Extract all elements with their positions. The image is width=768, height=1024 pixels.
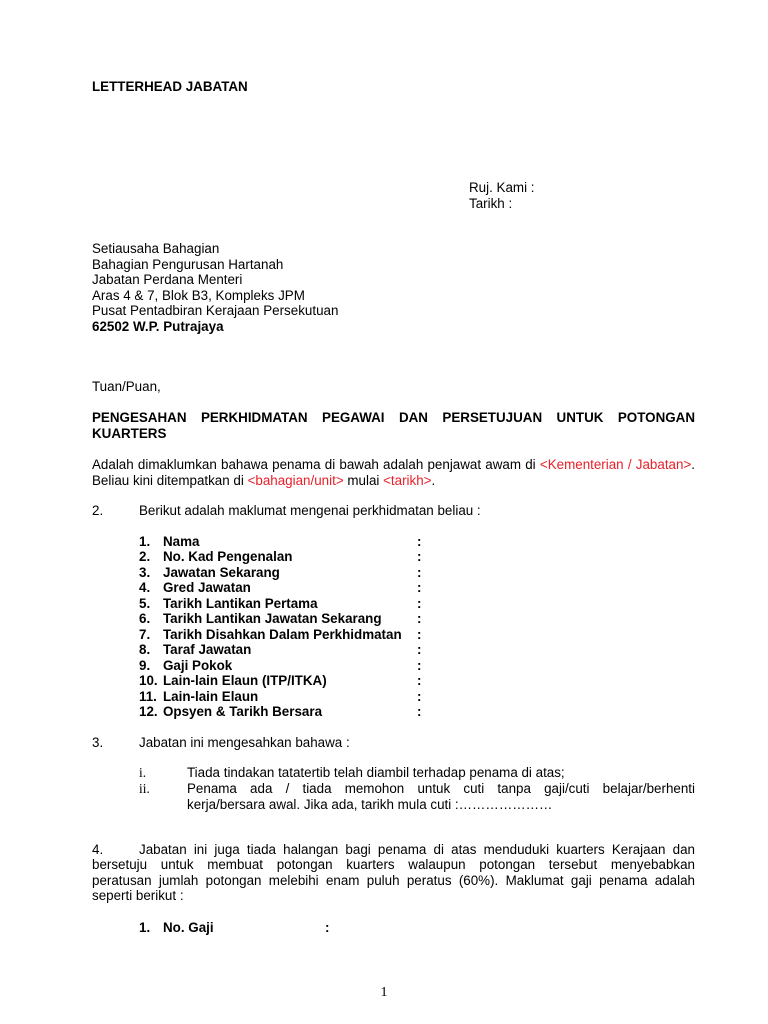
service-field-row	[139, 673, 429, 689]
service-field-row	[139, 596, 429, 612]
para2-number: 2.	[92, 503, 104, 518]
field-label: Nama	[163, 534, 200, 549]
field-number: 8.	[139, 642, 151, 657]
reference-date-label: Tarikh :	[469, 196, 513, 211]
intro-date-placeholder: <tarikh>	[383, 472, 432, 488]
field-number: 5.	[139, 596, 151, 611]
para4-line-2: bersetuju untuk membuat potongan kuarters walaupun potongan tersebut menyebabkan	[92, 857, 695, 872]
para3-item-numeral: ii.	[139, 781, 150, 796]
intro-text: . Beliau kini ditempatkan di	[92, 457, 695, 488]
field-label: Tarikh Disahkan Dalam Perkhidmatan	[163, 627, 402, 642]
field-colon: :	[417, 642, 422, 657]
field-number: 11.	[139, 689, 157, 704]
field-number: 1.	[139, 920, 151, 935]
service-field-row	[139, 627, 429, 643]
para3-item-text: Tiada tindakan tatatertib telah diambil terhadap penama di atas;	[187, 765, 565, 780]
para2-text: Berikut adalah maklumat mengenai perkhidmatan beliau :	[139, 503, 481, 518]
field-label: Tarikh Lantikan Jawatan Sekarang	[163, 611, 382, 626]
field-label: Jawatan Sekarang	[163, 565, 280, 580]
field-label: Gred Jawatan	[163, 580, 251, 595]
field-label: No. Gaji	[163, 920, 214, 935]
field-colon: :	[417, 689, 422, 704]
field-number: 7.	[139, 627, 151, 642]
field-colon: :	[417, 611, 422, 626]
salary-field-row	[139, 920, 339, 936]
field-colon: :	[325, 920, 330, 935]
para4-line-1-text: Jabatan ini juga tiada halangan bagi penama di atas menduduki kuarters Kerajaan dan	[139, 842, 695, 857]
service-field-row	[139, 658, 429, 674]
address-line: Jabatan Perdana Menteri	[92, 272, 243, 287]
field-colon: :	[417, 580, 422, 595]
intro-text: .	[431, 472, 436, 488]
field-number: 12.	[139, 704, 158, 719]
address-line: Setiausaha Bahagian	[92, 241, 220, 256]
intro-ministry-placeholder: <Kementerian / Jabatan>	[539, 457, 692, 472]
field-label: Opsyen & Tarikh Bersara	[163, 704, 323, 719]
field-colon: :	[417, 704, 422, 719]
service-field-row	[139, 565, 429, 581]
service-field-row	[139, 611, 429, 627]
address-postcode: 62502 W.P. Putrajaya	[92, 319, 224, 334]
field-number: 3.	[139, 565, 151, 580]
para3-number: 3.	[92, 735, 104, 750]
field-colon: :	[417, 596, 422, 611]
field-colon: :	[417, 565, 422, 580]
field-number: 1.	[139, 534, 151, 549]
field-colon: :	[417, 549, 422, 564]
field-label: Taraf Jawatan	[163, 642, 252, 657]
intro-text: mulai	[343, 472, 384, 488]
field-colon: :	[417, 673, 422, 688]
field-number: 4.	[139, 580, 151, 595]
subject-line-1: PENGESAHAN PERKHIDMATAN PEGAWAI DAN PERSETUJUAN UNTUK POTONGAN	[92, 410, 695, 425]
letterhead-title: LETTERHEAD JABATAN	[92, 79, 248, 94]
service-field-row	[139, 642, 429, 658]
service-field-row	[139, 534, 429, 550]
para3-item-text-line-1: Penama ada / tiada memohon untuk cuti tanpa gaji/cuti belajar/berhenti	[187, 781, 695, 796]
salutation: Tuan/Puan,	[92, 379, 161, 394]
para4-number: 4.	[92, 842, 104, 857]
field-colon: :	[417, 658, 422, 673]
para3-text: Jabatan ini mengesahkan bahawa :	[139, 735, 350, 750]
service-field-row	[139, 704, 429, 720]
subject-line-2: KUARTERS	[92, 426, 167, 441]
reference-ruj-label: Ruj. Kami :	[469, 180, 535, 195]
para4-line-4: seperti berikut :	[92, 888, 184, 903]
intro-text: Adalah dimaklumkan bahawa penama di bawah adalah penjawat awam di	[92, 457, 540, 472]
address-line: Pusat Pentadbiran Kerajaan Persekutuan	[92, 303, 339, 318]
page-number: 1	[380, 985, 388, 1000]
field-label: Lain-lain Elaun (ITP/ITKA)	[163, 673, 327, 688]
field-label: Lain-lain Elaun	[163, 689, 259, 704]
field-label: Tarikh Lantikan Pertama	[163, 596, 318, 611]
field-number: 10.	[139, 673, 158, 688]
para4-line-3: peratusan jumlah potongan melebihi enam puluh peratus (60%). Maklumat gaji penama adalah	[92, 873, 695, 888]
address-line: Aras 4 & 7, Blok B3, Kompleks JPM	[92, 288, 305, 303]
para4-line-1	[92, 842, 695, 858]
field-colon: :	[417, 627, 422, 642]
address-line: Bahagian Pengurusan Hartanah	[92, 257, 284, 272]
field-number: 2.	[139, 549, 151, 564]
para3-item-numeral: i.	[139, 765, 147, 780]
service-field-row	[139, 580, 429, 596]
service-field-row	[139, 689, 429, 705]
service-field-row	[139, 549, 429, 565]
field-colon: :	[417, 534, 422, 549]
field-number: 9.	[139, 658, 151, 673]
intro-paragraph	[92, 457, 695, 488]
field-number: 6.	[139, 611, 151, 626]
para3-item-text-line-2: kerja/bersara awal. Jika ada, tarikh mula cuti :…………………	[187, 797, 553, 812]
field-label: Gaji Pokok	[163, 658, 233, 673]
intro-unit-placeholder: <bahagian/unit>	[247, 472, 344, 488]
field-label: No. Kad Pengenalan	[163, 549, 293, 564]
